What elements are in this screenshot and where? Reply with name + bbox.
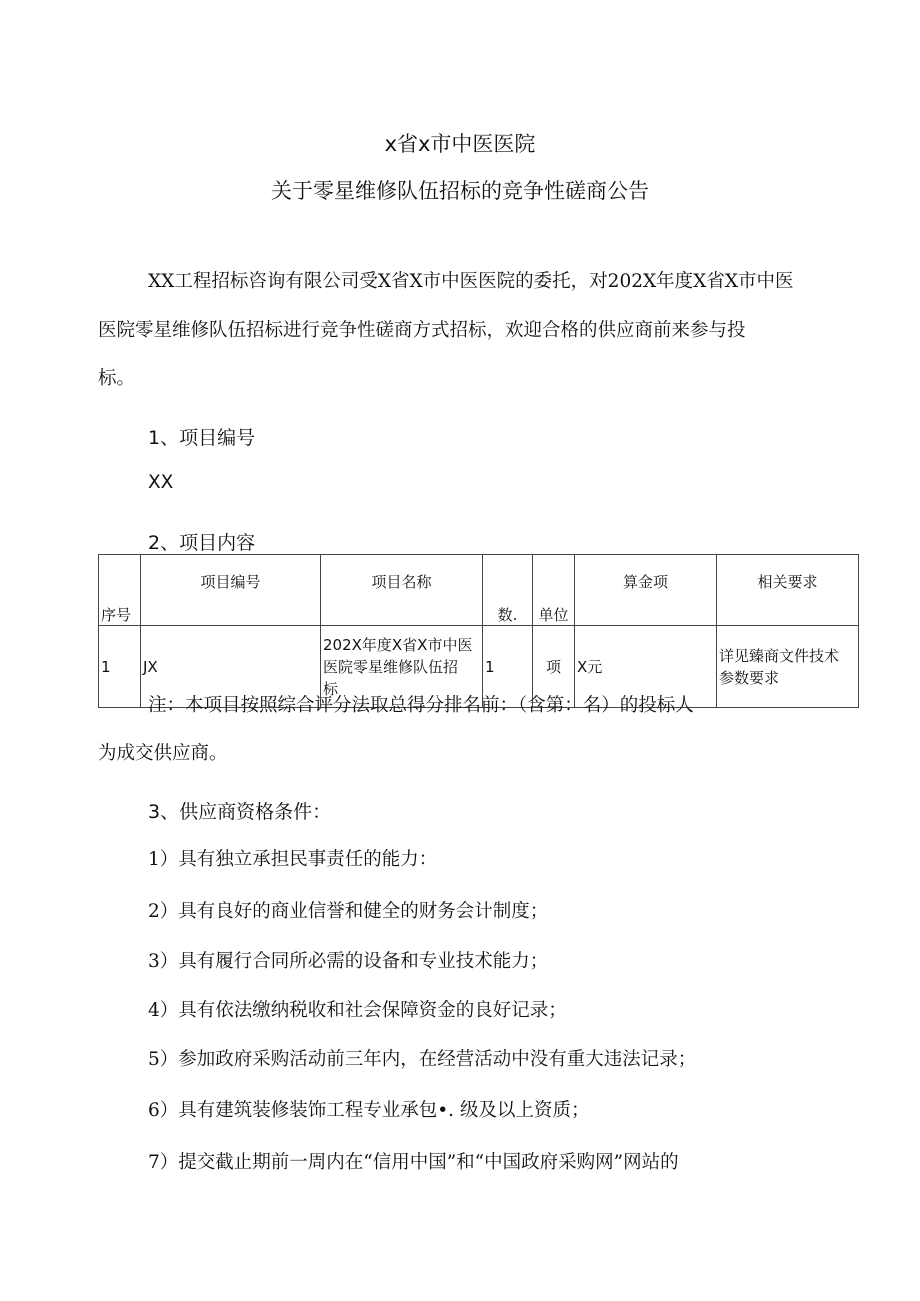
intro-line-2: 医院零星维修队伍招标进行竞争性磋商方式招标，欢迎合格的供应商前来参与投: [98, 320, 746, 341]
section1-heading: 1、项目编号: [148, 427, 256, 449]
header-unit: 单位: [533, 555, 575, 626]
title-line-2: 关于零星维修队伍招标的竞争性磋商公告: [271, 179, 649, 203]
qualification-item-2: 2）具有良好的商业信誉和健全的财务会计制度；: [148, 901, 549, 922]
cell-amount: X元: [575, 626, 717, 708]
cell-quantity: 1: [483, 626, 533, 708]
header-index: 序号: [99, 555, 141, 626]
section3-heading: 3、供应商资格条件：: [148, 801, 332, 823]
project-content-table: [98, 554, 859, 708]
cell-req-line-1: 详见臻商文件技术: [719, 646, 840, 665]
title-line-1: x省x市中医医院: [384, 132, 536, 156]
cell-name-line-3: 标: [323, 679, 339, 698]
header-quantity: 数.: [483, 555, 533, 626]
qualification-item-7: 7）提交截止期前一周内在“信用中国”和“中国政府采购网”网站的: [148, 1152, 679, 1173]
cell-index: 1: [99, 626, 141, 708]
cell-name-line-2: 医院零星维修队伍招: [323, 657, 459, 676]
header-name: 项目名称: [321, 555, 483, 626]
qualification-item-5: 5）参加政府采购活动前三年内，在经营活动中没有重大违法记录；: [148, 1049, 697, 1070]
qualification-item-1: 1）具有独立承担民事责任的能力：: [148, 849, 438, 870]
cell-unit: 项: [533, 626, 575, 708]
section2-heading: 2、项目内容: [148, 532, 256, 554]
cell-requirements: [717, 626, 859, 708]
note-line-2: 为成交供应商。: [98, 743, 228, 764]
intro-line-1: XX工程招标咨询有限公司受X省X市中医医院的委托，对202X年度X省X市中医: [148, 271, 794, 292]
note-line-1: 注：本项目按照综合评分法取总得分排名前：（含第：名）的投标人: [148, 695, 694, 716]
header-amount: 算金项: [575, 555, 717, 626]
header-code: 项目编号: [141, 555, 321, 626]
qualification-item-6: 6）具有建筑装修装饰工程专业承包•. 级及以上资质；: [148, 1100, 590, 1121]
qualification-item-3: 3）具有履行合同所必需的设备和专业技术能力；: [148, 951, 549, 972]
cell-req-line-2: 参数要求: [719, 668, 780, 687]
cell-name-line-1: 202X年度X省X市中医: [323, 635, 473, 654]
table-header-row: [99, 555, 859, 626]
header-requirements: 相关要求: [717, 555, 859, 626]
project-number-value: XX: [148, 472, 174, 493]
cell-code: JX: [141, 626, 321, 708]
intro-line-3: 标。: [98, 368, 136, 389]
qualification-item-4: 4）具有依法缴纳税收和社会保障资金的良好记录；: [148, 1000, 567, 1021]
